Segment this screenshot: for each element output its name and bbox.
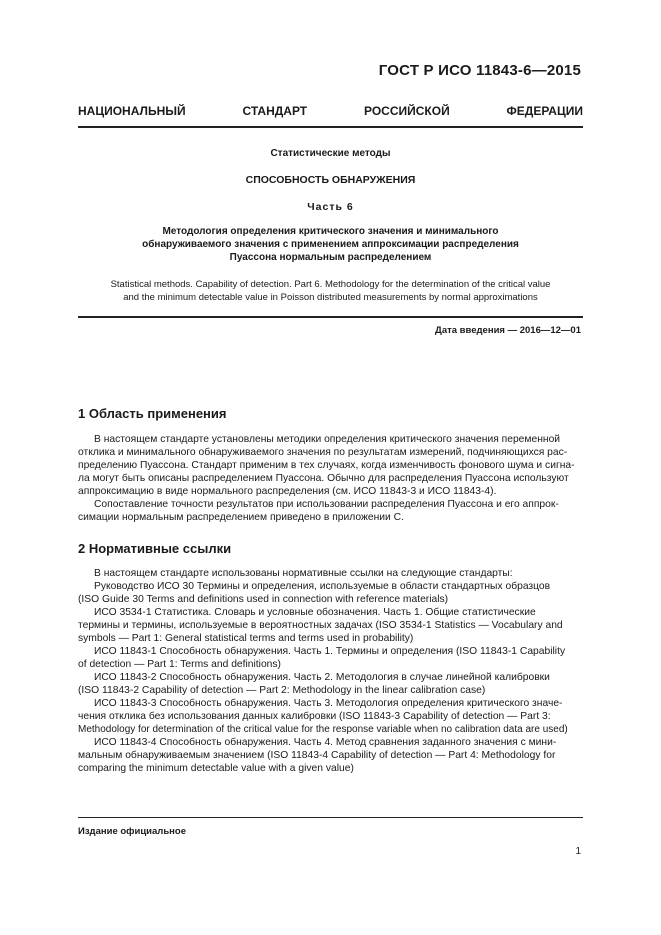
paragraph-line: symbols — Part 1: General statistical terms and terms used in probability) xyxy=(78,633,414,644)
national-standard-banner xyxy=(78,104,583,118)
paragraph-line: ИСО 11843-3 Способность обнаружения. Часть 3. Методология определения критического значе- xyxy=(94,698,563,709)
footer-divider xyxy=(78,817,583,818)
paragraph-line: ИСО 11843-4 Способность обнаружения. Часть 4. Метод сравнения заданного значения с мини- xyxy=(94,737,557,748)
paragraph-line: (ISO 11843-2 Capability of detection — Part 2: Methodology in the linear calibration case) xyxy=(78,685,486,696)
english-title xyxy=(78,279,583,304)
paragraph-line: (ISO Guide 30 Terms and definitions used in connection with reference materials) xyxy=(78,594,449,605)
official-edition-label: Издание официальное xyxy=(78,826,186,837)
banner-word: СТАНДАРТ xyxy=(242,104,308,118)
paragraph-line: аппроксимацию в виде нормального распределения (см. ИСО 11843-3 и ИСО 11843-4). xyxy=(78,486,497,497)
paragraph-line: мальным обнаруживаемым значением (ISO 11843-4 Capability of detection — Part 4: Methodology for xyxy=(78,750,556,761)
paragraph-line: of detection — Part 1: Terms and definitions) xyxy=(78,659,281,670)
paragraph-line: Руководство ИСО 30 Термины и определения, используемые в области стандартных образцов xyxy=(94,581,551,592)
paragraph-line: В настоящем стандарте установлены методики определения критического значения переменной xyxy=(94,434,561,445)
part-label: Часть 6 xyxy=(307,201,354,213)
paragraph-line: чения отклика без использования данных калибровки (ISO 11843-3 Capability of detection — Part 3: xyxy=(78,711,551,722)
paragraph-line: ИСО 11843-2 Способность обнаружения. Часть 2. Методология в случае линейной калибровки xyxy=(94,672,550,683)
paragraph-line: comparing the minimum detectable value with a given value) xyxy=(78,763,354,774)
subtitle-line: обнаруживаемого значения с применением аппроксимации распределения xyxy=(142,239,519,250)
banner-word: РОССИЙСКОЙ xyxy=(363,104,450,118)
subtitle-line: Пуассона нормальным распределением xyxy=(229,252,432,263)
section-2-heading: 2 Нормативные ссылки xyxy=(78,541,232,556)
series-title: Статистические методы xyxy=(270,148,391,159)
english-title-line: and the minimum detectable value in Poisson distributed measurements by normal approximations xyxy=(123,291,538,303)
paragraph-line: ИСО 11843-1 Способность обнаружения. Часть 1. Термины и определения (ISO 11843-1 Capability xyxy=(94,646,566,657)
title-divider xyxy=(78,316,583,318)
paragraph-line: Methodology for determination of the critical value for the response variable when no calibration data are used) xyxy=(78,724,568,735)
standard-designation: ГОСТ Р ИСО 11843-6—2015 xyxy=(378,62,581,79)
paragraph-line: симации нормальным распределением приведено в приложении С. xyxy=(78,512,404,523)
paragraph-line: отклика и минимального обнаруживаемого значения по результатам измерений, подчиняющихся рас- xyxy=(78,447,568,458)
paragraph-line: В настоящем стандарте использованы нормативные ссылки на следующие стандарты: xyxy=(94,568,513,579)
paragraph-line: ИСО 3534-1 Статистика. Словарь и условные обозначения. Часть 1. Общие статистические xyxy=(94,607,536,618)
paragraph-line: Сопоставление точности результатов при использовании распределения Пуассона и его аппрок- xyxy=(94,499,559,510)
banner-word: НАЦИОНАЛЬНЫЙ xyxy=(78,104,186,118)
subtitle xyxy=(78,225,583,264)
standard-name: СПОСОБНОСТЬ ОБНАРУЖЕНИЯ xyxy=(245,174,416,186)
page-number: 1 xyxy=(575,846,581,857)
subtitle-line: Методология определения критического значения и минимального xyxy=(162,226,499,237)
paragraph-line: термины и термины, используемые в вероятностных задачах (ISO 3534-1 Statistics — Vocabulary and xyxy=(78,620,563,631)
paragraph-line: ла могут быть описаны распределением Пуассона. Обычно для распределения Пуассона используют xyxy=(78,473,569,484)
english-title-line: Statistical methods. Capability of detection. Part 6. Methodology for the determination of the critical value xyxy=(110,279,551,290)
section-1-heading: 1 Область применения xyxy=(78,406,227,421)
introduction-date: Дата введения — 2016—12—01 xyxy=(435,325,581,336)
paragraph-line: пределению Пуассона. Стандарт применим в тех случаях, когда изменчивость фонового шума и сигна- xyxy=(78,460,575,471)
banner-word: ФЕДЕРАЦИИ xyxy=(506,104,583,118)
top-divider xyxy=(78,126,583,128)
